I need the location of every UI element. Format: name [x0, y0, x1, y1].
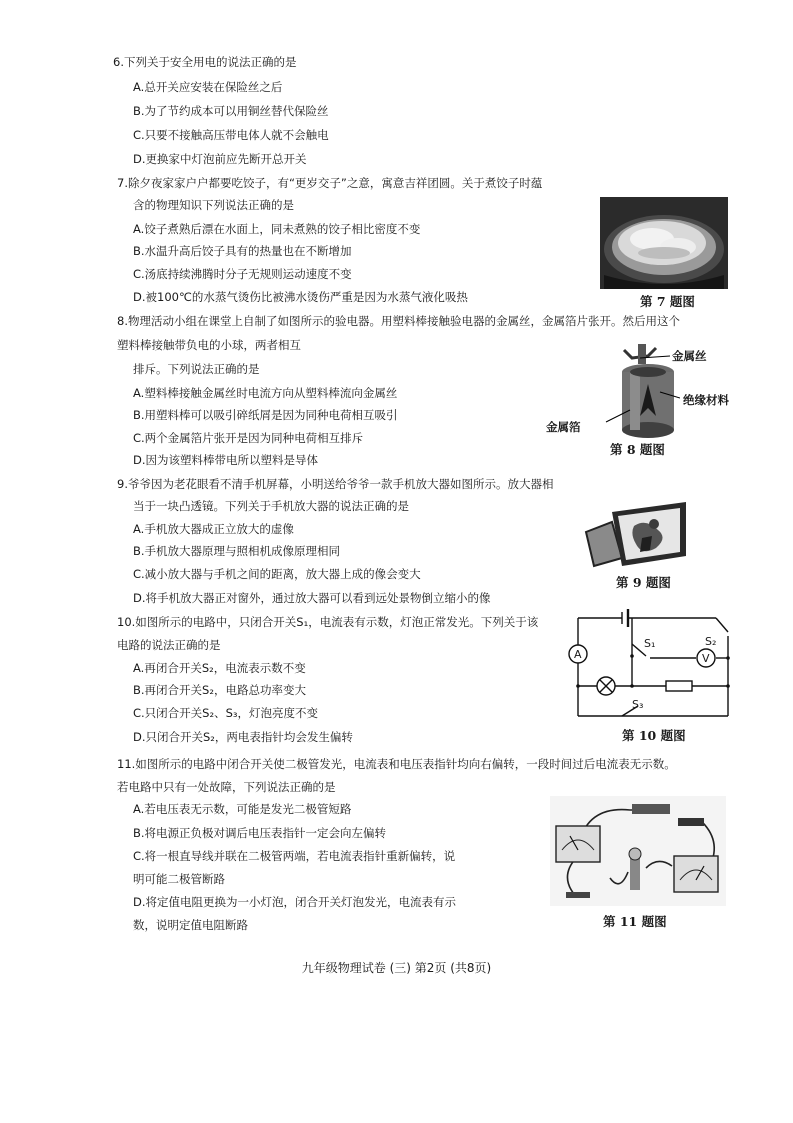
q8-stem-cont: 塑料棒接触带负电的小球，两者相互 [117, 338, 301, 352]
q11-option-c: C.将一根直导线并联在二极管两端，若电流表指针重新偏转，说 [133, 849, 456, 863]
q6-option-a: A.总开关应安装在保险丝之后 [133, 80, 283, 94]
q11-stem: 11.如图所示的电路中闭合开关使二极管发光，电流表和电压表指针均向右偏转，一段时间过后电流表无示数。 [117, 757, 676, 771]
q9-stem: 9.爷爷因为老花眼看不清手机屏幕，小明送给爷爷一款手机放大器如图所示。放大器相 [117, 477, 554, 491]
s3-label: S₃ [632, 698, 644, 711]
q11-figure-caption: 第 11 题图 [603, 914, 667, 929]
q10-option-c: C.只闭合开关S₂、S₃，灯泡亮度不变 [133, 706, 319, 720]
ammeter-label: A [574, 648, 582, 661]
q11-stem-cont: 若电路中只有一处故障，下列说法正确的是 [117, 780, 336, 794]
q6-option-d: D.更换家中灯泡前应先断开总开关 [133, 152, 307, 166]
q9-stem-cont: 当于一块凸透镜。下列关于手机放大器的说法正确的是 [133, 499, 409, 513]
phone-magnifier-photo [582, 498, 690, 570]
q10-stem-cont: 电路的说法正确的是 [117, 638, 221, 652]
s1-label: S₁ [644, 637, 656, 650]
q10-option-d: D.只闭合开关S₂，两电表指针均会发生偏转 [133, 730, 353, 744]
q8-option-a: A.塑料棒接触金属丝时电流方向从塑料棒流向金属丝 [133, 386, 398, 400]
q6-option-c: C.只要不接触高压带电体人就不会触电 [133, 128, 329, 142]
q8-label-foil: 金属箔 [546, 420, 581, 434]
q7-figure-caption: 第 7 题图 [640, 294, 695, 309]
circuit-diagram-q10 [566, 608, 738, 724]
q9-option-a: A.手机放大器成正立放大的虚像 [133, 522, 294, 536]
q9-figure-caption: 第 9 题图 [616, 575, 671, 590]
voltmeter-label: V [702, 652, 710, 665]
diode-circuit-photo [550, 796, 726, 906]
q10-figure-caption: 第 10 题图 [622, 728, 686, 743]
dumpling-pot-photo [600, 197, 728, 289]
q10-stem: 10.如图所示的电路中，只闭合开关S₁，电流表有示数，灯泡正常发光。下列关于该 [117, 615, 539, 629]
q8-figure-caption: 第 8 题图 [610, 442, 665, 457]
q9-option-d: D.将手机放大器正对窗外，通过放大器可以看到远处景物倒立缩小的像 [133, 591, 491, 605]
q11-option-d: D.将定值电阻更换为一小灯泡，闭合开关灯泡发光，电流表有示 [133, 895, 457, 909]
q9-option-c: C.减小放大器与手机之间的距离，放大器上成的像会变大 [133, 567, 421, 581]
q7-stem: 7.除夕夜家家户户都要吃饺子，有“更岁交子”之意，寓意吉祥团圆。关于煮饺子时蕴 [117, 176, 543, 190]
q6-stem: 6.下列关于安全用电的说法正确的是 [113, 55, 297, 69]
q8-label-wire: 金属丝 [672, 349, 707, 363]
s2-label: S₂ [705, 635, 717, 648]
q7-option-a: A.饺子煮熟后漂在水面上，同未煮熟的饺子相比密度不变 [133, 222, 421, 236]
q10-option-a: A.再闭合开关S₂，电流表示数不变 [133, 661, 306, 675]
q8-label-insulator: 绝缘材料 [683, 393, 729, 407]
q6-option-b: B.为了节约成本可以用铜丝替代保险丝 [133, 104, 329, 118]
q7-option-d: D.被100℃的水蒸气烫伤比被沸水烫伤严重是因为水蒸气液化吸热 [133, 290, 468, 304]
q8-stem-cont2: 排斥。下列说法正确的是 [133, 362, 260, 376]
q8-option-c: C.两个金属箔片张开是因为同种电荷相互排斥 [133, 431, 364, 445]
q7-option-c: C.汤底持续沸腾时分子无规则运动速度不变 [133, 267, 352, 281]
q7-option-b: B.水温升高后饺子具有的热量也在不断增加 [133, 244, 352, 258]
page-footer: 九年级物理试卷 (三) 第2页 (共8页) [301, 961, 492, 975]
q11-option-a: A.若电压表无示数，可能是发光二极管短路 [133, 802, 352, 816]
q11-option-b: B.将电源正负极对调后电压表指针一定会向左偏转 [133, 826, 387, 840]
q8-option-d: D.因为该塑料棒带电所以塑料是导体 [133, 453, 319, 467]
q9-option-b: B.手机放大器原理与照相机成像原理相同 [133, 544, 341, 558]
q11-option-c-cont: 明可能二极管断路 [133, 872, 225, 886]
q8-stem: 8.物理活动小组在课堂上自制了如图所示的验电器。用塑料棒接触验电器的金属丝，金属箔片张开。然后用这个 [117, 314, 680, 328]
q8-option-b: B.用塑料棒可以吸引碎纸屑是因为同种电荷相互吸引 [133, 408, 398, 422]
q7-stem-cont: 含的物理知识下列说法正确的是 [133, 198, 294, 212]
q10-option-b: B.再闭合开关S₂，电路总功率变大 [133, 683, 306, 697]
q11-option-d-cont: 数，说明定值电阻断路 [133, 918, 248, 932]
